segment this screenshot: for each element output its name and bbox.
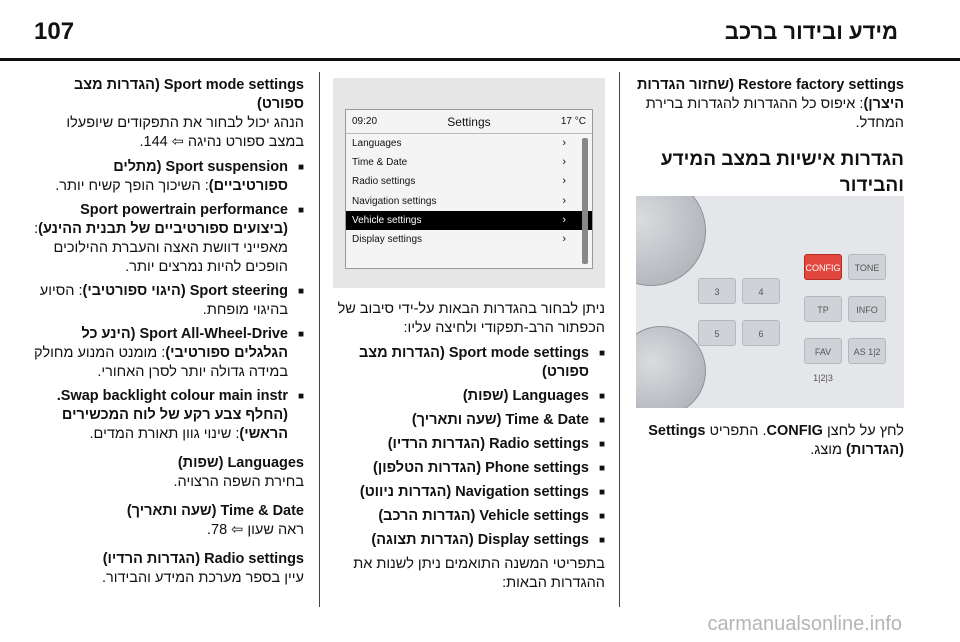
info-button: INFO <box>848 296 886 322</box>
screen-row <box>346 230 592 249</box>
bullet-text: : הסיוע בהיגוי מופחת. <box>39 283 288 318</box>
column-left <box>34 76 304 588</box>
restore-text: : איפוס כל ההגדרות להגדרות ברירת המחדל. <box>645 96 904 131</box>
middle-intro: ניתן לבחור בהגדרות הבאות על-ידי סיבוב של הכפתור הרב-תפקודי ולחיצה עליו: <box>337 301 605 336</box>
list-item <box>34 387 304 444</box>
watermark: carmanualsonline.info <box>707 613 902 635</box>
settings-screen-image <box>333 78 605 288</box>
radio-settings-title: Radio settings (הגדרות הרדיו) <box>102 551 304 567</box>
sport-mode-line2: במצב ספורט נהיגה ⇦ 144. <box>139 134 304 150</box>
chevron-right-icon: › <box>562 137 566 149</box>
page-number: 107 <box>34 18 75 45</box>
bullet-text: : מומנט המנוע מחולק במידה גדולה יותר לסרן האחורי. <box>34 345 288 380</box>
list-item: ■ Radio settings (הגדרות הרדיו) <box>333 435 605 454</box>
screen-title: Settings <box>447 114 491 129</box>
time-date-title: Time & Date (שעה ותאריך) <box>126 503 304 519</box>
screen-row-label: Navigation settings <box>352 195 437 207</box>
screen-scrollbar <box>582 138 588 264</box>
chevron-right-icon: › <box>562 213 566 226</box>
config-text-mid: . התפריט <box>705 423 767 439</box>
page-header <box>34 14 898 50</box>
list-item: ■ Vehicle settings (הגדרות הרכב) <box>333 507 605 526</box>
config-paragraph <box>636 422 904 460</box>
bullet-text: : השיכוך הופך קשיח יותר. <box>55 178 209 194</box>
chevron-right-icon: › <box>562 175 566 188</box>
bullet-title: Sport steering (היגוי ספורטיבי) <box>82 283 288 299</box>
list-item: ■ Sport mode settings (הגדרות מצב ספורט) <box>333 344 605 382</box>
list-item: ■ Navigation settings (הגדרות ניווט) <box>333 483 605 502</box>
screen-time: 09:20 <box>352 116 378 127</box>
radio-console-image <box>636 196 904 408</box>
bullet-text: : שינוי גוון תאורת המדים. <box>89 426 240 442</box>
restore-title: Restore factory settings (שחזור הגדרות היצרן) <box>636 77 904 112</box>
bullet-title: Sport All-Wheel-Drive (הינע כל הגלגלים ספורטיבי) <box>81 326 288 361</box>
list-item: ■ Display settings (הגדרות תצוגה) <box>333 531 605 550</box>
screen-row <box>346 134 592 153</box>
list-item: ■ Languages (שפות) <box>333 387 605 406</box>
menu-knob <box>636 326 706 408</box>
bullet-title: Sport suspension (מתלים ספורטיביים) <box>113 159 288 194</box>
tone-button: TONE <box>848 254 886 280</box>
column-divider-left <box>319 72 320 607</box>
column-divider-right <box>619 72 620 607</box>
volume-knob <box>636 196 706 286</box>
settings-label: Settings (הגדרות) <box>648 423 904 458</box>
list-item <box>34 201 304 277</box>
tp-button: TP <box>804 296 842 322</box>
column-right <box>636 76 904 213</box>
chevron-right-icon: › <box>562 232 566 245</box>
preset-3-button: 3 <box>698 278 736 304</box>
middle-outro: בתפריטי המשנה התואמים ניתן לשנות את ההגדרות הבאות: <box>353 556 605 591</box>
column-middle <box>333 300 605 599</box>
restore-paragraph <box>636 76 904 133</box>
screen-status-bar <box>346 110 592 134</box>
radio-settings-text: עיין בספר מערכת המידע והבידור. <box>101 570 304 586</box>
section-heading: הגדרות אישיות במצב המידע והבידור <box>660 149 904 196</box>
screen-row-label: Languages <box>352 138 402 149</box>
languages-title: Languages (שפות) <box>177 455 304 471</box>
list-item <box>34 325 304 382</box>
bullet-title: Swap backlight colour main instr. (החלף צבע רקע של לוח המכשירים הראשי) <box>56 388 288 442</box>
fav-button: FAV 1|2|3 <box>804 338 842 364</box>
as-button: AS 1|2 <box>848 338 886 364</box>
preset-6-button: 6 <box>742 320 780 346</box>
screen-temperature: 17 °C <box>560 116 586 127</box>
screen-row-label: Display settings <box>352 233 423 245</box>
bullet-title: Sport powertrain performance (ביצועים ספורטיביים של תבנית ההינע) <box>38 202 288 237</box>
screen-row-label: Time & Date <box>352 157 408 169</box>
settings-screen <box>345 109 593 269</box>
screen-row-selected <box>346 211 592 230</box>
list-item <box>34 158 304 196</box>
config-button: CONFIG <box>804 254 842 280</box>
config-label: CONFIG <box>766 423 823 439</box>
list-item: ■ Phone settings (הגדרות הטלפון) <box>333 459 605 478</box>
languages-text: בחירת השפה הרצויה. <box>173 474 304 490</box>
list-item <box>34 282 304 320</box>
chevron-right-icon: › <box>562 194 566 207</box>
screen-row <box>346 153 592 172</box>
bullet-text: : מאפייני דוושת האצה והעברת ההילוכים הופכים להיות נמרצים יותר. <box>34 221 288 275</box>
preset-4-button: 4 <box>742 278 780 304</box>
screen-row-label: Vehicle settings <box>352 214 422 226</box>
screen-row-label: Radio settings <box>352 176 416 188</box>
config-text-post: מוצג. <box>810 442 847 458</box>
page-title: מידע ובידור ברכב <box>724 19 898 44</box>
header-rule <box>0 58 960 61</box>
list-item: ■ Time & Date (שעה ותאריך) <box>333 411 605 430</box>
sport-mode-title: Sport mode settings (הגדרות מצב ספורט) <box>73 77 304 112</box>
sport-mode-line1: הנהג יכול לבחור את התפקודים שיופעלו <box>66 115 304 131</box>
time-date-text: ראה שעון ⇦ 78. <box>206 522 304 538</box>
screen-row <box>346 192 592 211</box>
preset-5-button: 5 <box>698 320 736 346</box>
config-text-pre: לחץ על לחצן <box>822 423 904 439</box>
chevron-right-icon: › <box>562 156 566 169</box>
screen-row <box>346 172 592 191</box>
